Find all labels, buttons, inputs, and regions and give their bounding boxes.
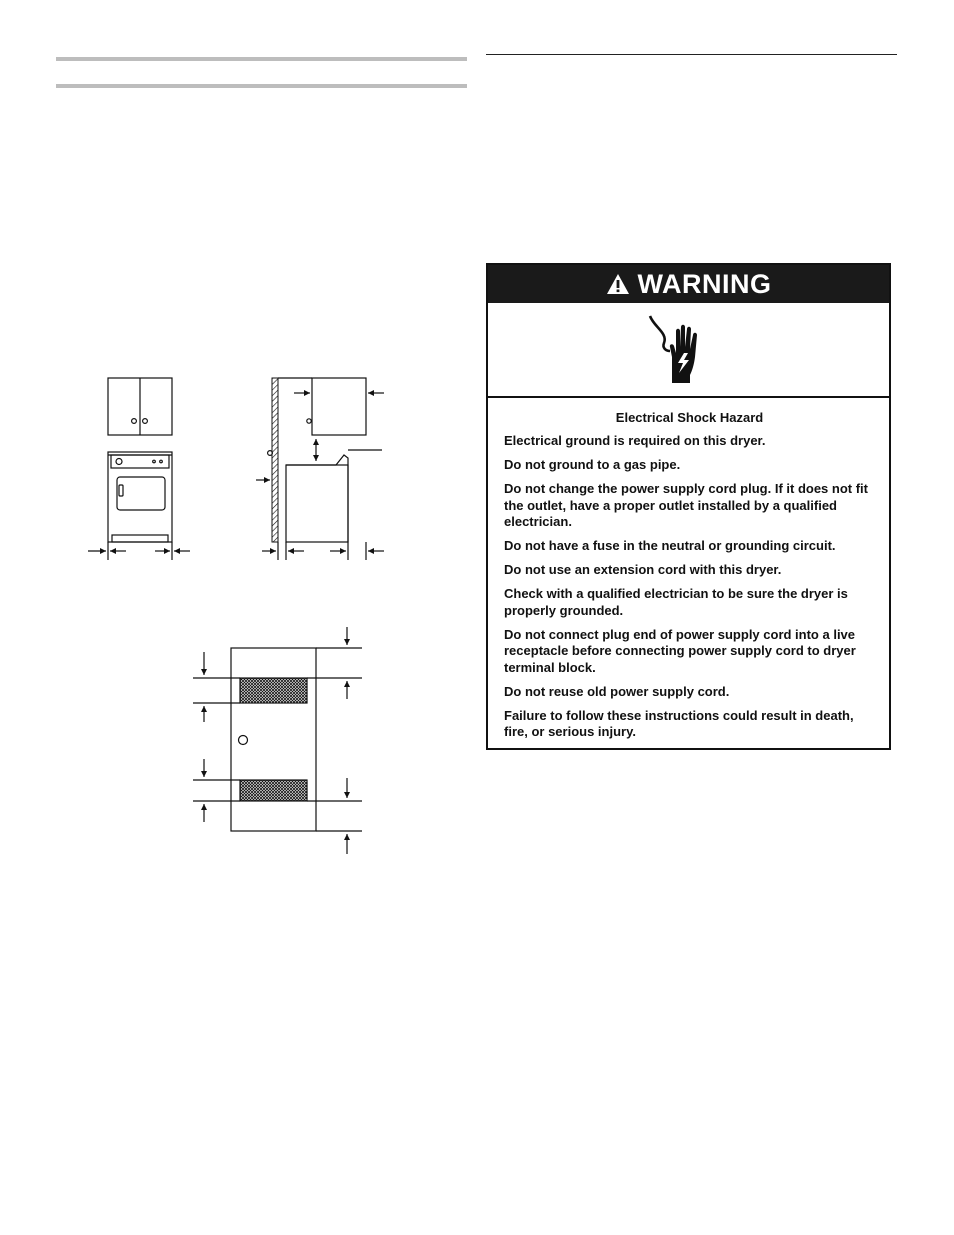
warning-item: Do not change the power supply cord plug. If it does not fit the outlet, have a proper outlet installed by a qualified electrician. [504, 481, 868, 529]
warning-box [486, 263, 891, 750]
warning-item: Electrical ground is required on this dryer. [504, 433, 766, 448]
warning-triangle-icon [606, 273, 630, 295]
warning-item: Failure to follow these instructions could result in death, fire, or serious injury. [504, 707, 854, 739]
warning-header [488, 265, 889, 303]
warning-item: Check with a qualified electrician to be sure the dryer is properly grounded. [504, 586, 848, 618]
hazard-title: Electrical Shock Hazard [615, 410, 764, 425]
warning-icon-area [488, 303, 889, 398]
right-column-rule [486, 54, 897, 55]
warning-item: Do not have a fuse in the neutral or grounding circuit. [504, 538, 836, 553]
warning-item: Do not ground to a gas pipe. [504, 457, 681, 472]
warning-item: Do not reuse old power supply cord. [504, 683, 730, 699]
warning-item: Do not connect plug end of power supply cord into a live receptacle before connecting power supply cord to dryer terminal block. [504, 626, 856, 675]
section-rule-bottom [56, 84, 467, 88]
electrical-shock-hand-icon [648, 313, 704, 385]
warning-body [488, 398, 889, 741]
warning-item: Do not use an extension cord with this dryer. [504, 562, 782, 577]
warning-title: WARNING [637, 268, 772, 299]
section-rule-top [56, 57, 467, 61]
